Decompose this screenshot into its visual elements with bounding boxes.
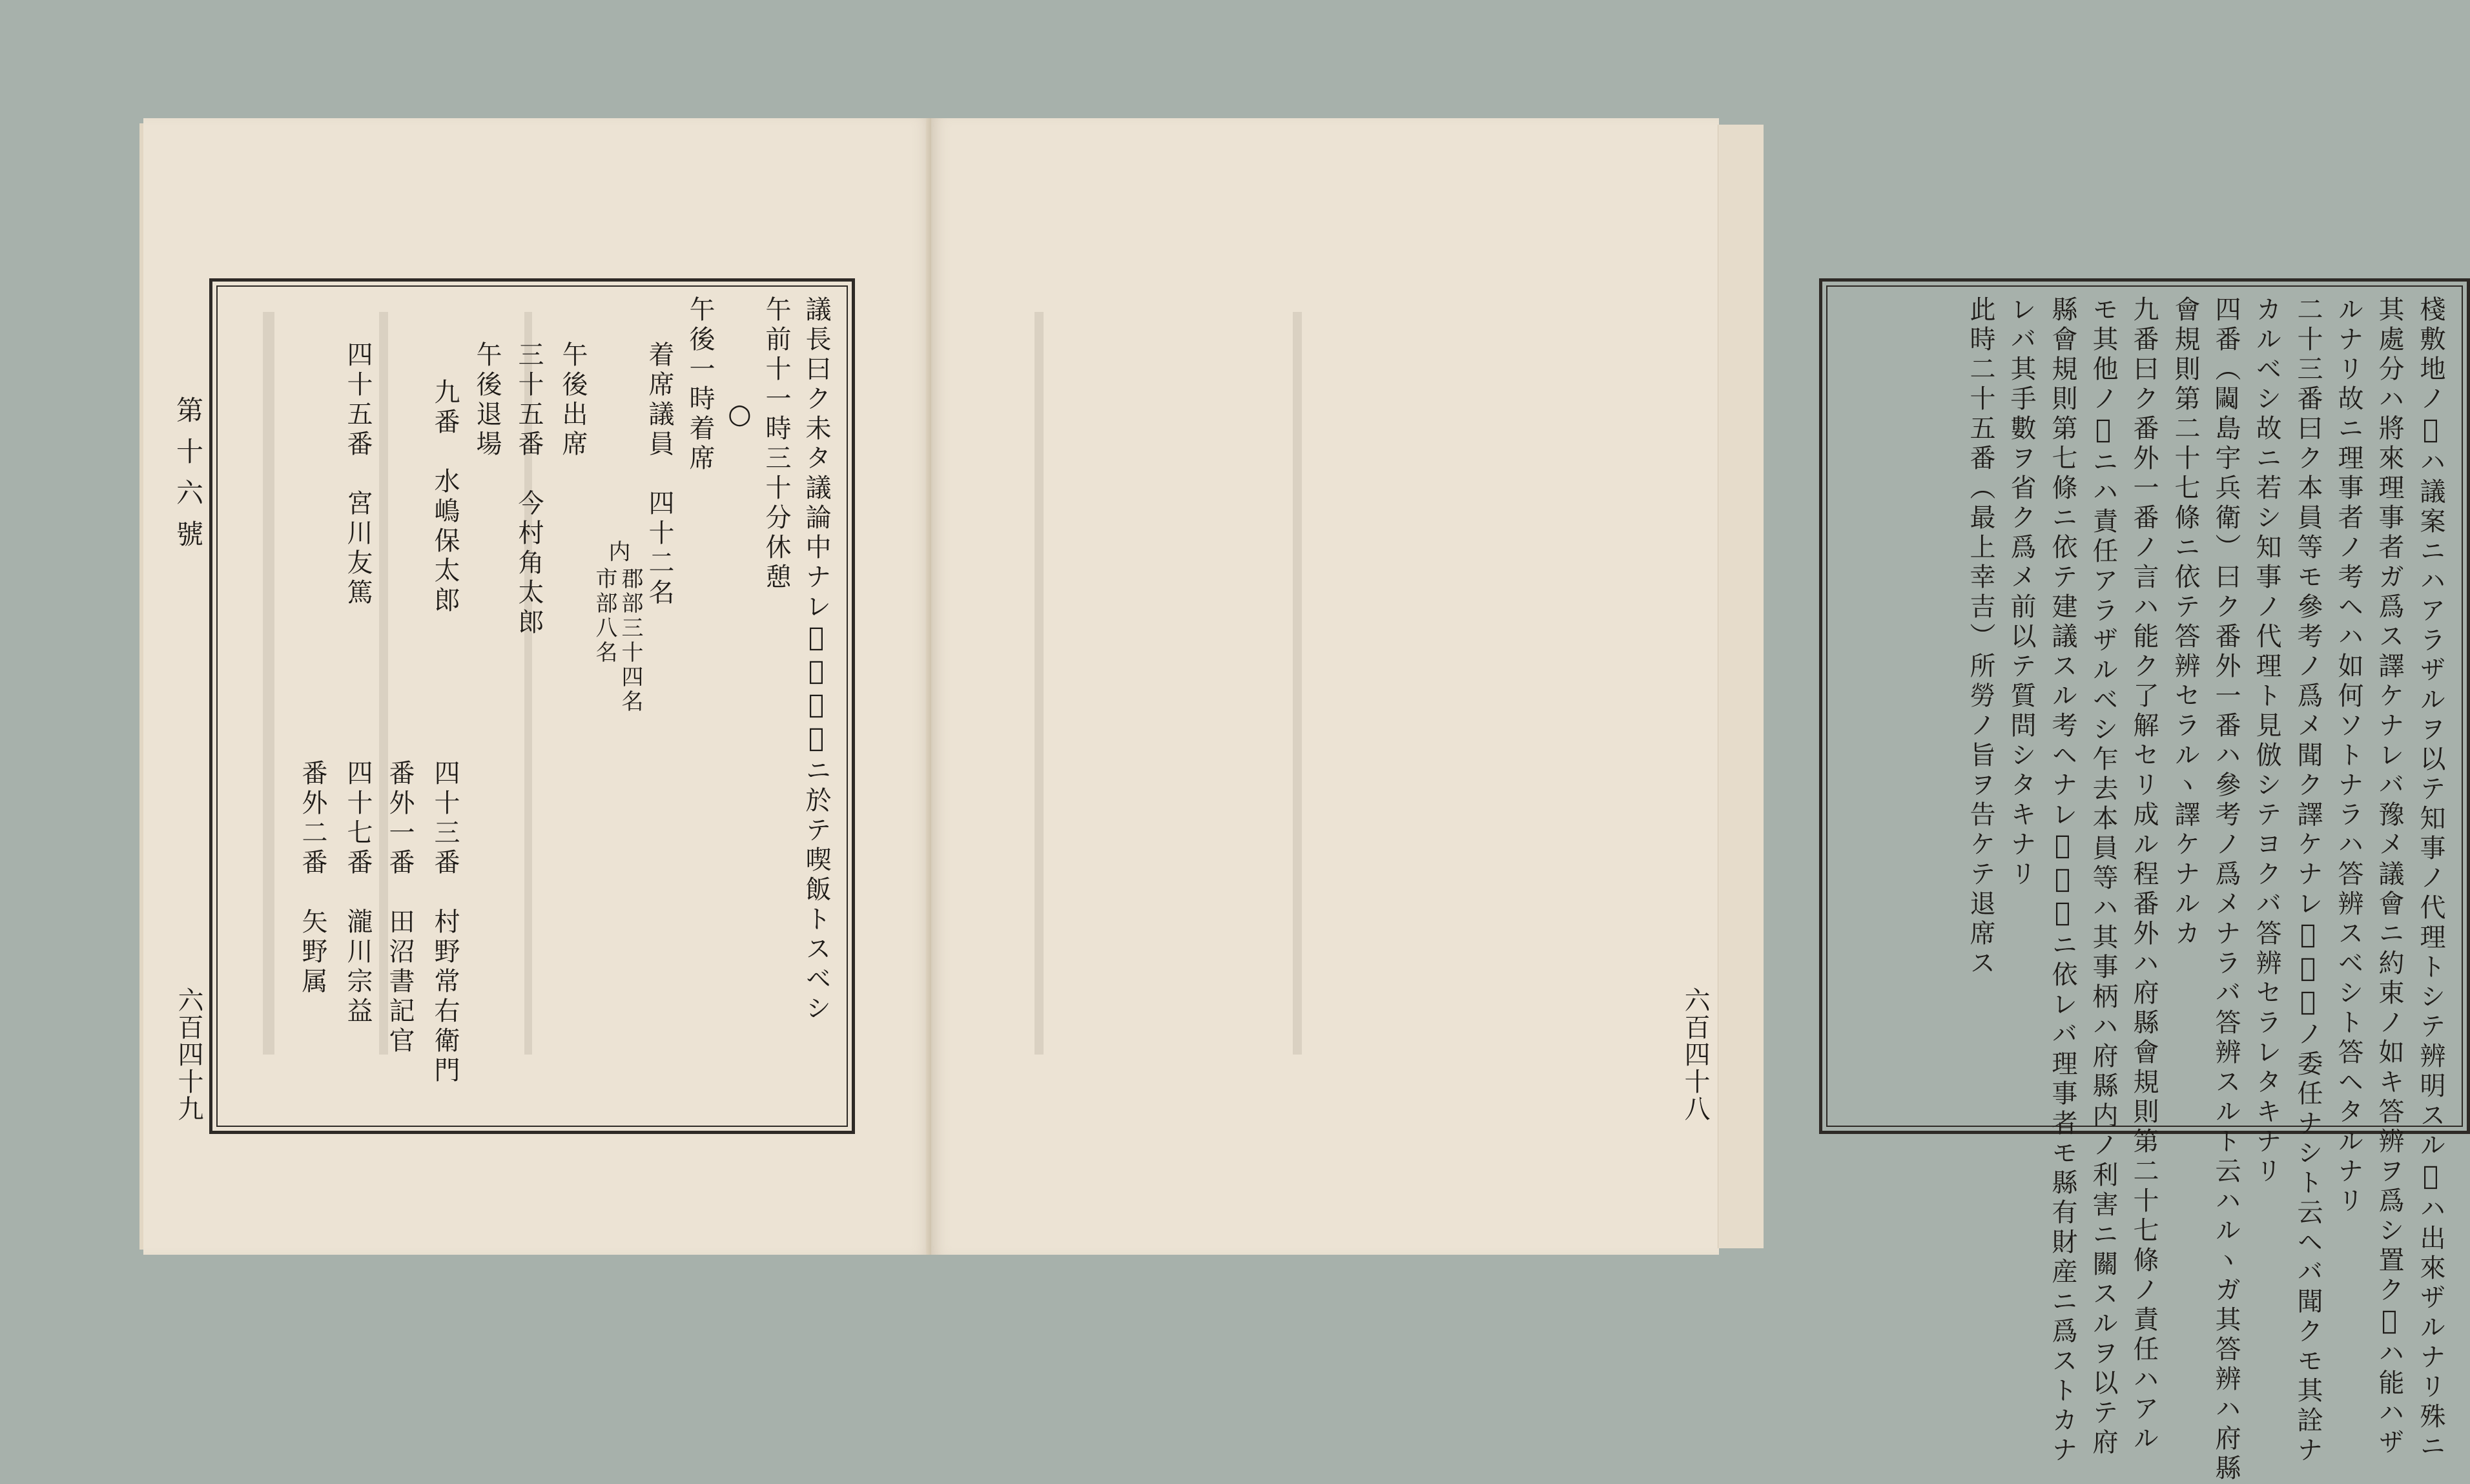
rcol-10: 縣會規則第七條ニ依テ建議スル考ヘナレ𪜈風聞ニ依レバ理事者モ縣有財産ニ爲ストカナ (2048, 296, 2077, 1466)
left-page (143, 118, 931, 1255)
rcol-6: 四番（𨶳島宇兵衛）曰ク番外一番ハ參考ノ爲メナラバ答辨スルト云ハルヽガ其答辨ハ府縣 (2211, 296, 2241, 1484)
rcol-7: 會規則第二十七條ニ依テ答辨セラルヽ譯ケナルカ (2170, 296, 2200, 949)
col-12: 九番 水嶋保太郎 (430, 378, 460, 616)
right-text-frame (1819, 278, 2470, 1484)
col-17: 番外二番 矢野属 (298, 759, 327, 997)
page-edge-right (1718, 125, 1764, 1248)
col-2: 午前十一時三十分休憩 (761, 296, 791, 593)
rcol-12: 此時二十五番（最上幸吉）所勞ノ旨ヲ告ケテ退席ス (1966, 296, 1995, 979)
rcol-11: レバ其手數ヲ省ク爲メ前以テ質問シタキナリ (2006, 296, 2036, 890)
col-8: 内 (604, 540, 630, 564)
col-6: 郡部三十四名 (617, 567, 643, 714)
right-page-number: 六百四十八 (1680, 987, 1710, 1122)
col-7: 市部八名 (592, 567, 617, 665)
rcol-5: カルベシ故ニ若シ知事ノ代理ト見倣シテヨクバ答辨セラレタキナリ (2252, 296, 2281, 1187)
col-5: 着席議員 四十二名 (644, 341, 674, 608)
rcol-4: 二十三番曰ク本員等モ參考ノ爲メ聞ク譯ケナレ𪜈知事ノ委任ナシト云ヘバ聞クモ其詮ナ (2293, 296, 2323, 1466)
left-text-frame (209, 278, 855, 1134)
rcol-3: ルナリ故ニ理事者ノ考ヘハ如何ソトナラハ答辨スベシト答ヘタルナリ (2334, 296, 2363, 1217)
col-10: 三十五番 今村角太郎 (514, 341, 544, 638)
rcol-8: 九番曰ク番外一番ノ言ハ能ク了解セリ成ル程番外ハ府縣會規則第二十七條ノ責任ハアル (2129, 296, 2159, 1454)
col-13: 四十五番 宮川友篤 (343, 341, 373, 608)
left-side-header: 第十六號 (172, 396, 204, 561)
rcol-9: モ其他ノ𪜈ニハ責任アラザルベシ乍去本員等ハ其事柄ハ府縣内ノ利害ニ關スルヲ以テ府 (2088, 296, 2118, 1458)
rcol-1: 棧敷地ノ𪜈ハ議案ニハアラザルヲ以テ知事ノ代理トシテ辨明スル𪜈ハ出來ザルナリ殊ニ (2416, 296, 2445, 1462)
left-page-number: 六百四十九 (174, 987, 203, 1122)
col-11: 午後退場 (472, 341, 502, 460)
open-book (143, 118, 2445, 1484)
col-14: 四十三番 村野常右衛門 (430, 759, 460, 1086)
col-4: 午後一時着席 (685, 296, 715, 474)
right-page (931, 118, 2445, 1484)
col-16: 番外一番 田沼書記官 (385, 759, 415, 1056)
col-3: ○ (724, 398, 756, 433)
col-15: 四十七番 瀧川宗益 (343, 759, 373, 1027)
col-9: 午後出席 (558, 341, 588, 460)
col-1: 議長曰ク未タ議論中ナレ𪜈此場合ニ於テ喫飯トスベシ (801, 296, 831, 1024)
rcol-2: 其處分ハ將來理事者ガ爲ス譯ケナレバ豫メ議會ニ約束ノ如キ答辨ヲ爲シ置ク𪜈ハ能ハザ (2374, 296, 2404, 1458)
